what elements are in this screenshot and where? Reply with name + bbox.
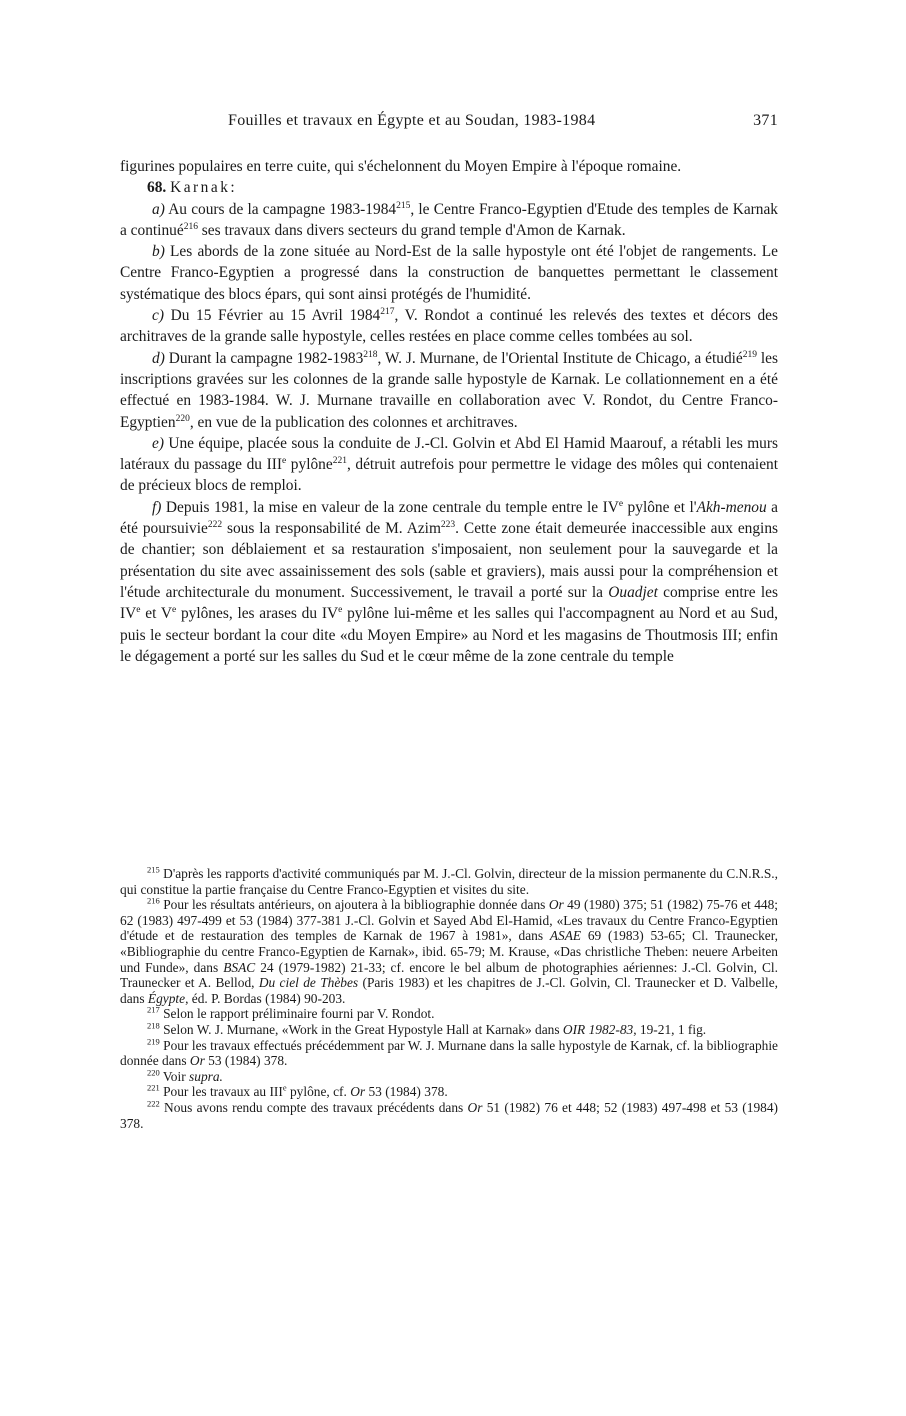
footnote-ref: 217 (380, 306, 395, 317)
footnote-215: $^{215}$ D'après les rapports d'activité communiqués par M. J.-Cl. Golvin, directeur de la mission permanente du C.N.R.S., qui constitue la partie française du Centre Franco-Egyptien et visites du site. (120, 864, 778, 897)
section-number: 68. (147, 179, 167, 197)
footnote-ref: 223 (440, 519, 456, 530)
paragraph-e: e) Une équipe, placée sous la conduite de J.-Cl. Golvin et Abd El Hamid Maarouf, a rétabli les murs latéraux du passage du IIIe pylône$^{221}$, détruit autrefois pour permettre le vidage des môles qui contenaient de précieux blocs de remploi. (120, 434, 778, 495)
footnote-216: $^{216}$ Pour les résultats antérieurs, on ajoutera à la bibliographie donnée dans Or 49 (1980) 375; 51 (1982) 75-76 et 448; 62 (1983) 497-499 et 53 (1984) 377-381 J.-Cl. Golvin et Sayed Abd El-Hamid, «Les travaux du Centre Franco-Egyptien d'étude et de restauration des temples de Karnak de 1967 à 1981», dans ASAE 69 (1983) 53-65; Cl. Traunecker, «Bibliographie du centre Franco-Egyptien de Karnak», ibid. 65-79; M. Krause, «Das christliche Theben: neuere Arbeiten und Funde», dans BSAC 24 (1979-1982) 21-33; cf. encore le bel album de photographies aériennes: J.-Cl. Golvin, Cl. Traunecker et A. Bellod, Du ciel de Thèbes (Paris 1983) et les chapitres de J.-Cl. Golvin, Cl. Traunecker et D. Valbelle, dans Égypte, éd. P. Bordas (1984) 90-203. (120, 895, 779, 1006)
page-number: 371 (753, 112, 778, 129)
paragraph-f: f) Depuis 1981, la mise en valeur de la zone centrale du temple entre le IVe pylône et l'Akh-menou a été poursuivie$^{222}$ sous la responsabilité de M. Azim$^{223}$. Cette zone était demeurée inaccessible aux engins de chantier; son déblaiement et sa restauration s'imposaient, non seulement pour la sauvegarde et la présentation du site avec assainissement des sols (sable et graviers), mais aussi pour la compréhension et l'étude architecturale du monument. Successivement, le travail a porté sur la Ouadjet comprise entre les IVe et Ve pylônes, les arases du IVe pylône lui-même et les salles qui l'accompagnent au Nord et au Sud, puis le secteur bordant la cour dite «du Moyen Empire» au Nord et les magasins de Thoutmosis III; enfin le dégagement a porté sur les salles du Sud et le cœur même de la zone centrale du temple (120, 498, 778, 665)
footnote-ref: 215 (396, 200, 411, 211)
page (120, 112, 778, 667)
footnotes (120, 866, 778, 1131)
footnote-220: $^{220}$ Voir supra. (147, 1067, 223, 1084)
running-header (120, 112, 778, 134)
paragraph-a: a) Au cours de la campagne 1983-1984$^{215}$, le Centre Franco-Egyptien d'Etude des temples de Karnak a continué$^{216}$ ses travaux dans divers secteurs du grand temple d'Amon de Karnak. (120, 200, 778, 239)
paragraph-b: b) Les abords de la zone située au Nord-Est de la salle hypostyle ont été l'objet de rangements. Le Centre Franco-Egyptien a progressé dans la construction de banquettes permettant le classement systématique des blocs épars, qui sont ainsi protégés de l'humidité. (120, 243, 778, 303)
footnote-ref: 216 (183, 221, 198, 232)
footnote-ref: 221 (332, 456, 347, 467)
footnote-217: $^{217}$ Selon le rapport préliminaire fourni par V. Rondot. (147, 1004, 435, 1022)
paragraph-continuation: figurines populaires en terre cuite, qui s'échelonnent du Moyen Empire à l'époque romaine. (120, 158, 682, 175)
main-text (120, 156, 778, 667)
section-title: Karnak: (170, 179, 238, 197)
footnote-218: $^{218}$ Selon W. J. Murnane, «Work in the Great Hypostyle Hall at Karnak» dans OIR 1982-83, 19-21, 1 fig. (147, 1020, 707, 1037)
footnote-222: $^{222}$ Nous avons rendu compte des travaux précédents dans Or 51 (1982) 76 et 448; 52 (1983) 497-498 et 53 (1984) 378. (120, 1098, 778, 1131)
footnote-219: $^{219}$ Pour les travaux effectués précédemment par W. J. Murnane dans la salle hypostyle de Karnak, cf. la bibliographie donnée dans Or 53 (1984) 378. (120, 1036, 778, 1069)
footnote-ref: 218 (363, 349, 378, 360)
footnote-ref: 219 (742, 349, 757, 360)
paragraph-c: c) Du 15 Février au 15 Avril 1984$^{217}$, V. Rondot a continué les relevés des textes et décors des architraves de la grande salle hypostyle, celles restées en place comme celles tombées au sol. (120, 306, 778, 346)
footnote-221: $^{221}$ Pour les travaux au IIIe pylône, cf. Or 53 (1984) 378. (147, 1082, 448, 1100)
running-title: Fouilles et travaux en Égypte et au Soudan, 1983-1984 (228, 112, 596, 129)
footnote-ref: 220 (175, 413, 190, 424)
paragraph-d: d) Durant la campagne 1982-1983$^{218}$, W. J. Murnane, de l'Oriental Institute de Chicago, a étudié$^{219}$ les inscriptions gravées sur les colonnes de la grande salle hypostyle de Karnak. Le collationnement en a été effectué en 1983-1984. W. J. Murnane travaille en collaboration avec V. Rondot, du Centre Franco-Egyptien$^{220}$, en vue de la publication des colonnes et architraves. (120, 349, 778, 431)
section-heading (120, 177, 778, 198)
footnote-ref: 222 (207, 519, 223, 530)
